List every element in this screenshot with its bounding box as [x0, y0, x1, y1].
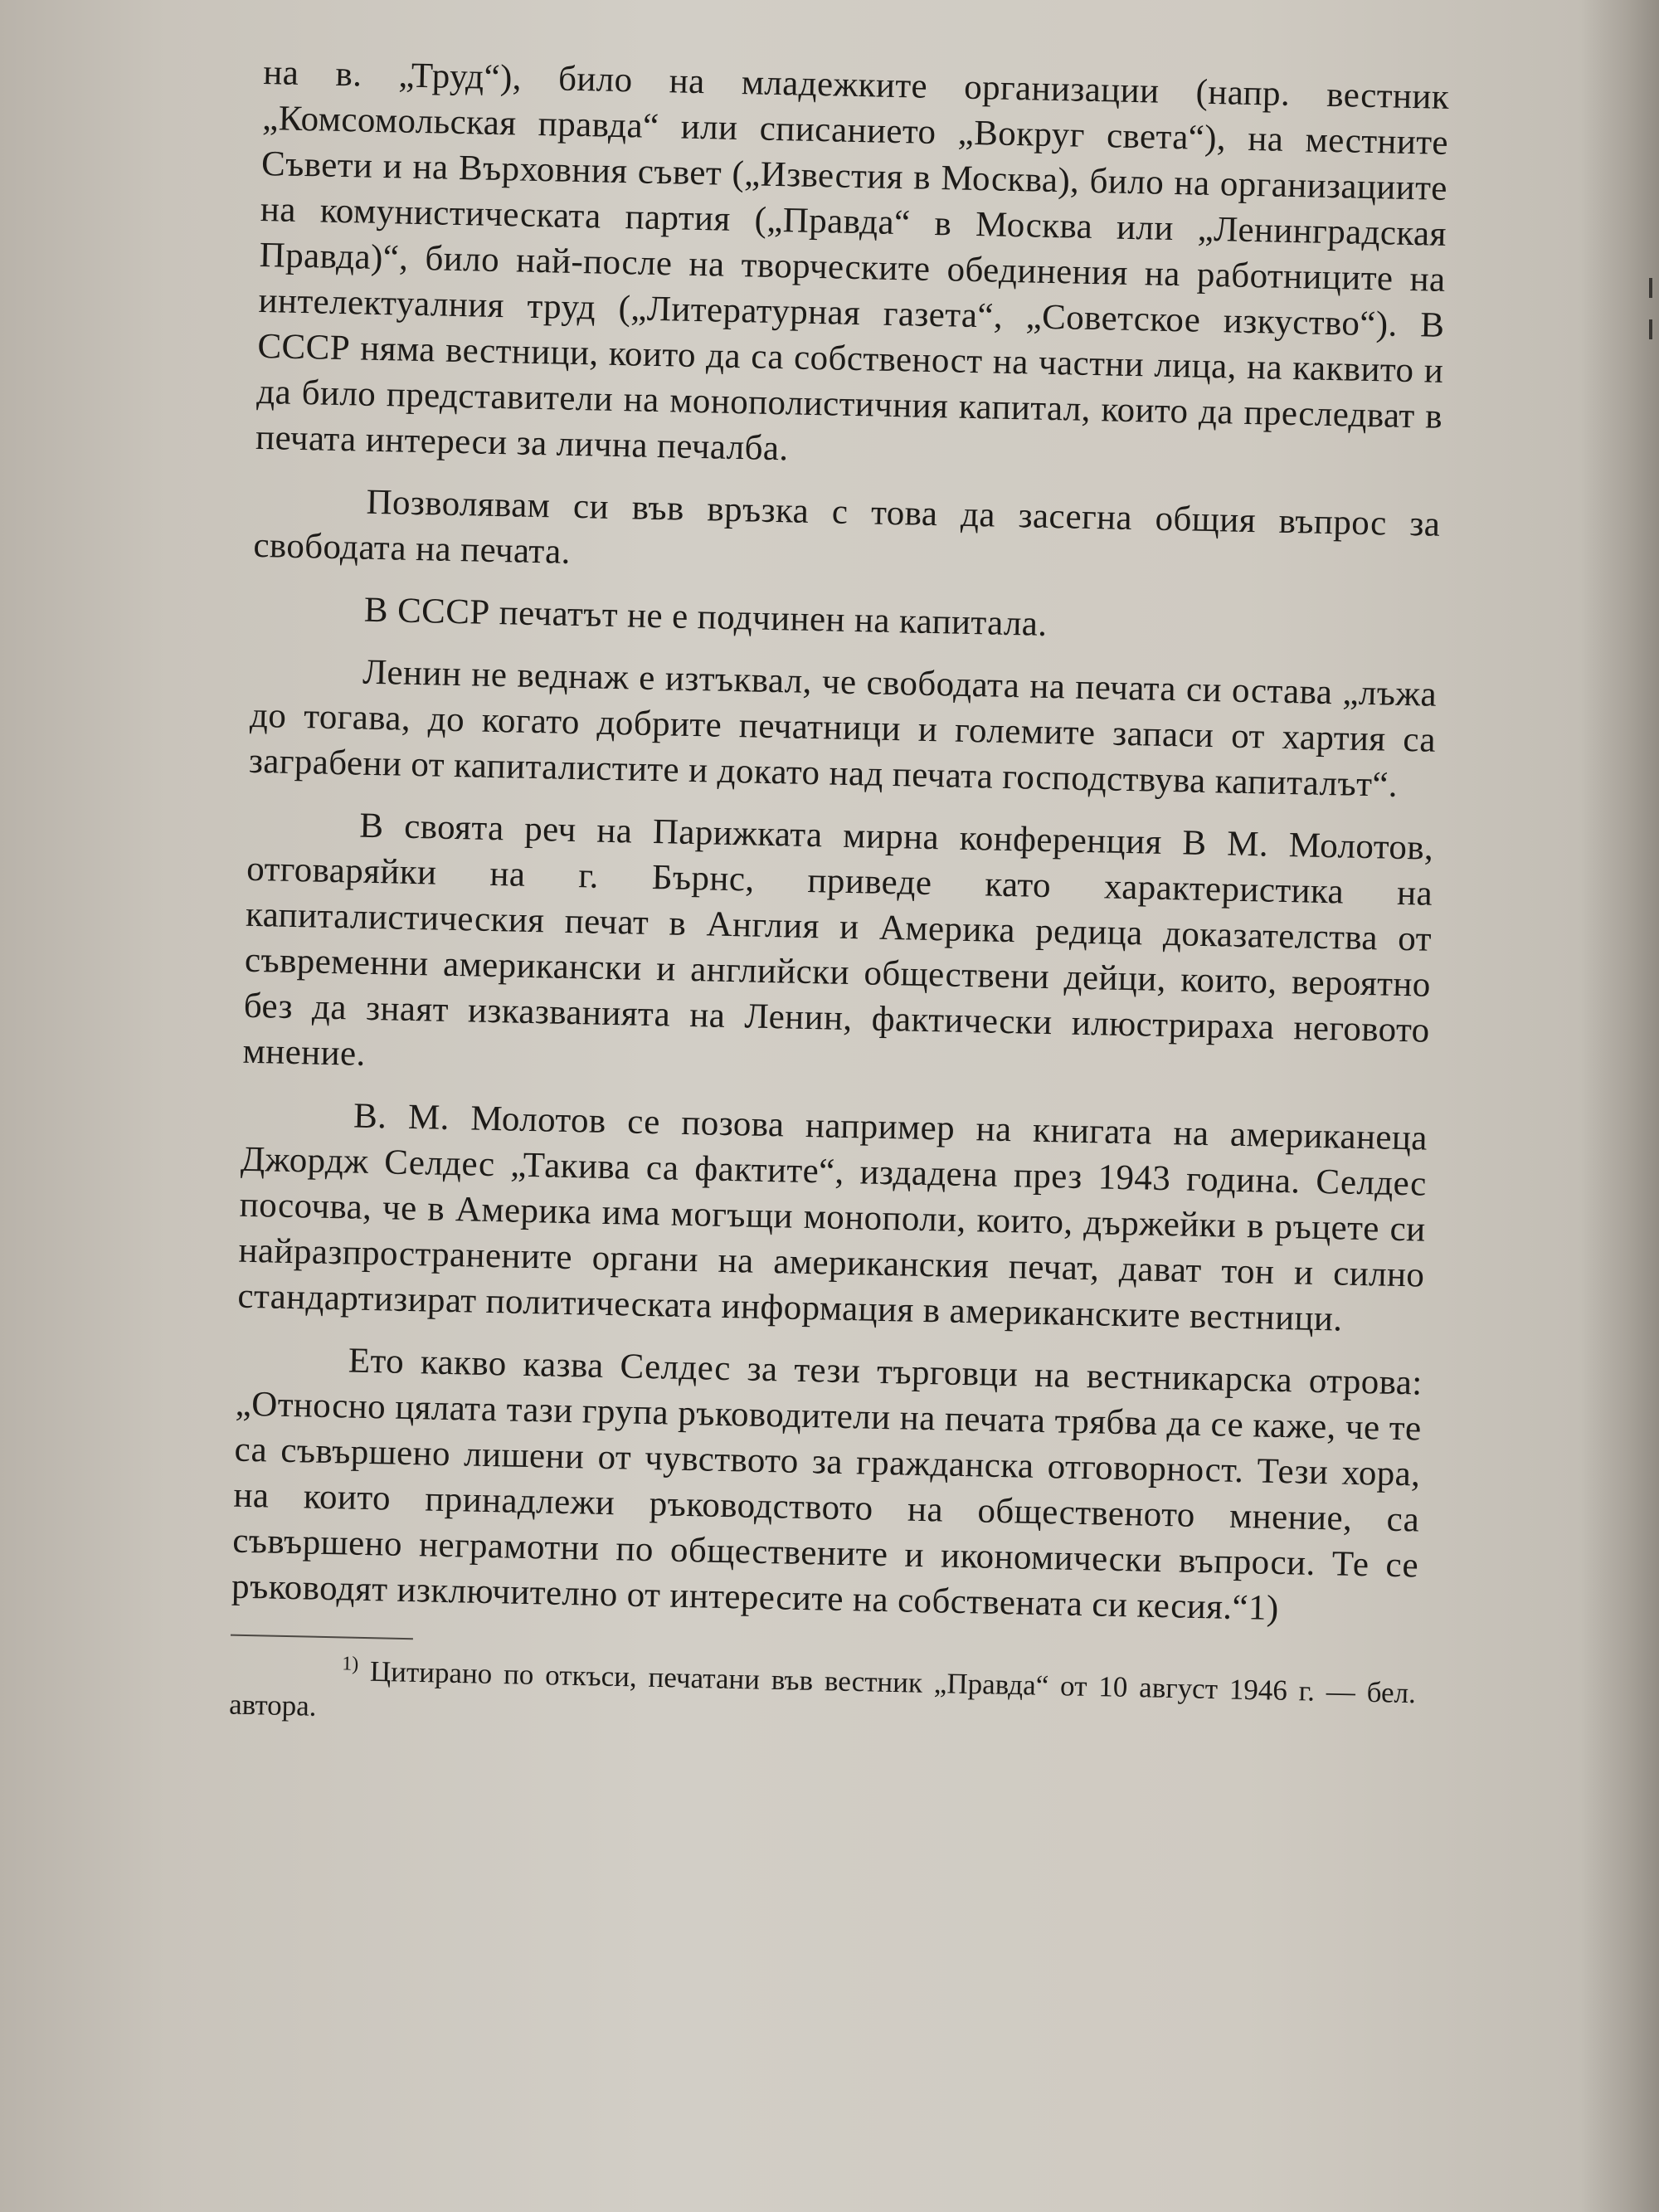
paragraph-lenin-quote: Ленин не веднаж е изтъквал, че свободата на печата си остава „лъжа до тогава, до когато добрите печатници и големите запаси от хартия са заграбени от капиталистите и докато над печата господствува капиталът“. [248, 652, 1438, 805]
page-edge-mark-lower [1649, 319, 1652, 339]
paragraph-seldes-quote: Ето какво казва Селдес за тези търговци на вестникарска отрова: „Относно цялата тази група ръководители на печата трябва да се каже, че те са съвършено лишени от чувството за гражданска отговорност. Тези хора, на които принадлежи ръководството на общественото мнение, са съвършено неграмотни по обществените и икономически въпроси. Те се ръководят изключително от интересите на собствената си кесия.“1) [231, 1341, 1423, 1629]
paragraph-molotov-speech: В своята реч на Парижката мирна конференция В М. Молотов, отговаряйки на г. Бърнс, приведе като характеристика на капиталистическия печат в Англия и Америка редица доказателства от съвременни американски и английски обществени дейци, които, вероятно без да знаят изказванията на Ленин, фактически илюстрираха неговото мнение. [242, 806, 1434, 1074]
page-edge-shadow [1580, 0, 1659, 2212]
paragraph-press-freedom-question: Позволявам си във връзка с това да засегна общия въпрос за свободата на печата. [252, 482, 1441, 572]
book-text [229, 50, 1450, 1747]
paragraph-seldes-book: В. М. Молотов се позова например на книгата на американеца Джордж Селдес „Такива са фактите“, издадена през 1943 година. Селдес посочва, че в Америка има могъщи монополи, които, държейки в ръцете си найразпространените органи на американския печат, дават тон и силно стандартизират политическата информация в американските вестници. [237, 1096, 1428, 1339]
paragraph-press-not-capital: В СССР печатът не е подчинен на капитала. [363, 590, 1048, 644]
footnote-marker: 1) [342, 1653, 359, 1675]
page-edge-mark-upper [1649, 278, 1652, 298]
paragraph-newspapers-list: на в. „Труд“), било на младежките организации (напр. вестник „Комсомольская правда“ или списанието „Вокруг света“), на местните Съвети и на Върховния съвет („Известия в Москва), било на организациите на комунистическата партия („Правда“ в Москва или „Ленинградская Правда)“, било най-после на творческите обединения на работниците на интелектуалния труд („Литературная газета“, „Советское изкуство“). В СССР няма вестници, които да са собственост на частни лица, на каквито и да било представители на монополистичния капитал, които да преследват в печата интереси за лична печалба. [255, 52, 1450, 469]
footnote-divider [231, 1635, 413, 1640]
footnote [229, 1644, 1417, 1747]
footnote-text: Цитирано по откъси, печатани във вестник „Правда“ от 10 август 1946 г. — бел. автора. [228, 1654, 1417, 1722]
